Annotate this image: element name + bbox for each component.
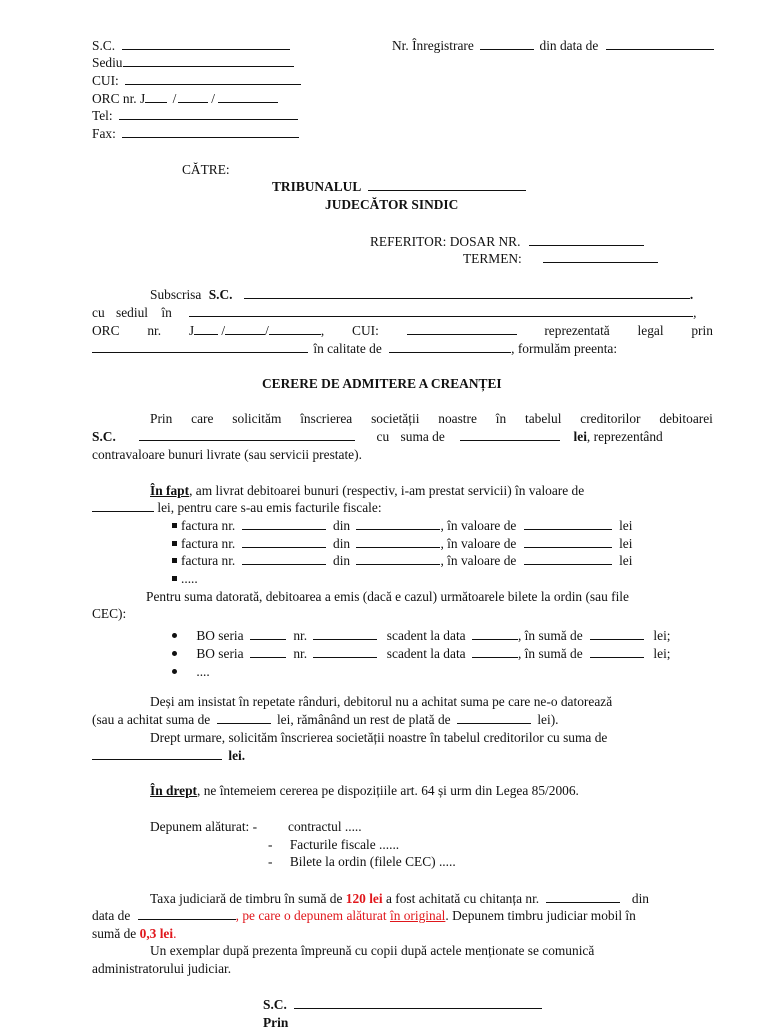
referitor-line: REFERITOR: DOSAR NR. (370, 233, 644, 250)
square-bullet-icon (172, 523, 177, 528)
p7-line2: administratorului judiciar. (92, 961, 232, 976)
sc-blank (122, 37, 290, 50)
header-orc-line: ORC nr. J / / (92, 90, 278, 107)
judecator-sindic: JUDECĂTOR SINDIC (325, 197, 459, 212)
cui-blank (125, 72, 301, 85)
p1-line1: Prin care solicităm înscrierea societății noastre în tabelul creditorilor debitoarei (150, 411, 713, 426)
bullet-icon (172, 669, 177, 674)
attach-item-1: contractul ..... (288, 819, 362, 834)
document-title: CERERE DE ADMITERE A CREANȚEI (262, 376, 502, 391)
tribunalul-line: TRIBUNALUL (272, 178, 526, 195)
invoice-row-more: ..... (172, 570, 198, 587)
p6-line3: sumă de 0,3 lei. (92, 926, 177, 941)
subscrisa-line: Subscrisa S.C. . (150, 287, 694, 302)
invoice-row: factura nr. din , în valoare de lei (172, 535, 632, 552)
fax-blank (122, 125, 299, 138)
p4-line3: Drept urmare, solicităm înscrierea societății noastre în tabelul creditorilor cu suma de (150, 730, 608, 745)
header-fax-line: Fax: (92, 125, 299, 142)
header-tel-line: Tel: (92, 107, 298, 124)
bullet-icon (172, 633, 177, 638)
p4-line2: (sau a achitat suma de lei, rămânând un rest de plată de lei). (92, 712, 559, 727)
p3-line1: Pentru suma datorată, debitoarea a emis (dacă e cazul) următoarele bilete la ordin (sau file (146, 589, 629, 604)
sediul-line: cu sediul în , (92, 305, 697, 320)
sediu-blank (123, 54, 294, 67)
p1-line2: S.C. cu suma de lei, reprezentând (92, 429, 663, 444)
square-bullet-icon (172, 541, 177, 546)
p4-line1: Deși am insistat în repetate rânduri, debitorul nu a achitat suma pe care ne-o datorează (150, 694, 613, 709)
header-cui-line: CUI: (92, 72, 301, 89)
calitate-line: în calitate de , formulăm preenta: (92, 340, 617, 357)
p7-line1: Un exemplar după prezenta împreună cu copii după actele menționate se comunică (150, 943, 595, 958)
bo-row-more: .... (172, 663, 210, 680)
attach-item-2: - Facturile fiscale ...... (268, 837, 400, 852)
termen-line: TERMEN: (463, 250, 658, 267)
registration-line: Nr. Înregistrare din data de (392, 37, 714, 54)
catre-label: CĂTRE: (182, 162, 230, 177)
signature-prin: Prin (263, 1015, 289, 1030)
invoice-row: factura nr. din , în valoare de lei (172, 517, 632, 534)
attach-label: Depunem alăturat: - (150, 819, 258, 834)
orc-cui-line: ORC nr. J / / , CUI: reprezentată legal prin (92, 323, 713, 338)
p6-line1: Taxa judiciară de timbru în sumă de 120 lei a fost achitată cu chitanța nr. din (150, 891, 649, 906)
tel-blank (119, 107, 298, 120)
square-bullet-icon (172, 558, 177, 563)
bo-row: BO seria nr. scadent la data , în sumă de lei; (172, 645, 671, 662)
p1-line3: contravaloare bunuri livrate (sau servicii prestate). (92, 447, 362, 462)
p4-line4: lei. (92, 747, 245, 764)
p5-line: În drept, ne întemeiem cererea pe dispozițiile art. 64 și urm din Legea 85/2006. (150, 783, 579, 798)
invoice-row: factura nr. din , în valoare de lei (172, 552, 632, 569)
registration-number-blank (480, 37, 534, 50)
square-bullet-icon (172, 576, 177, 581)
header-sediu-line: Sediu (92, 54, 294, 71)
header-sc-line: S.C. (92, 37, 290, 54)
signature-sc-line: S.C. (263, 996, 542, 1013)
registration-date-blank (606, 37, 714, 50)
bullet-icon (172, 651, 177, 656)
p6-line2: data de , pe care o depunem alăturat în original. Depunem timbru judiciar mobil în (92, 908, 636, 923)
p2-line2: lei, pentru care s-au emis facturile fiscale: (92, 499, 382, 516)
attach-item-3: - Bilete la ordin (filele CEC) ..... (268, 854, 456, 869)
p3-line2: CEC): (92, 606, 127, 621)
bo-row: BO seria nr. scadent la data , în sumă de lei; (172, 627, 671, 644)
p2-line1: În fapt, am livrat debitoarei bunuri (respectiv, i-am prestat servicii) în valoare de (150, 483, 585, 498)
